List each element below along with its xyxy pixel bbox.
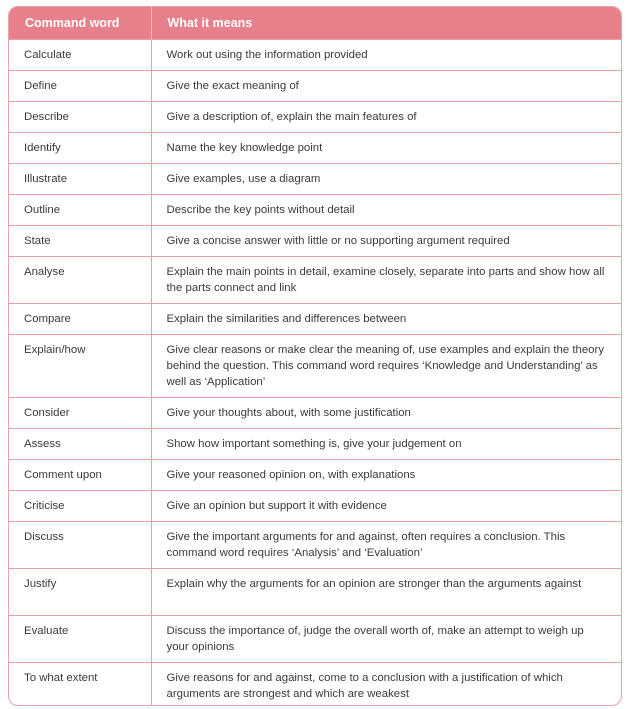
command-word-cell: Explain/how [9,335,151,398]
command-word-cell: Comment upon [9,460,151,491]
command-word-cell: To what extent [9,663,151,707]
table-row [9,491,621,522]
meaning-cell: Give your thoughts about, with some justification [151,398,621,429]
table-row [9,304,621,335]
meaning-cell: Give a description of, explain the main features of [151,102,621,133]
meaning-cell: Explain why the arguments for an opinion are stronger than the arguments against [151,569,621,616]
meaning-cell: Describe the key points without detail [151,195,621,226]
command-words-table [9,7,621,706]
command-word-cell: Illustrate [9,164,151,195]
meaning-cell: Give a concise answer with little or no supporting argument required [151,226,621,257]
command-word-cell: Justify [9,569,151,616]
command-word-cell: Consider [9,398,151,429]
meaning-cell: Give the exact meaning of [151,71,621,102]
table-row [9,195,621,226]
table-row [9,133,621,164]
command-word-cell: Compare [9,304,151,335]
table-row [9,616,621,663]
meaning-cell: Give your reasoned opinion on, with explanations [151,460,621,491]
meaning-cell: Give an opinion but support it with evidence [151,491,621,522]
table-row [9,102,621,133]
table-row [9,40,621,71]
table-row [9,522,621,569]
table-row [9,663,621,707]
meaning-cell: Discuss the importance of, judge the overall worth of, make an attempt to weigh up your opinions [151,616,621,663]
meaning-cell: Give examples, use a diagram [151,164,621,195]
command-word-cell: Define [9,71,151,102]
command-word-cell: Evaluate [9,616,151,663]
meaning-cell: Explain the similarities and differences between [151,304,621,335]
command-word-cell: Discuss [9,522,151,569]
meaning-cell: Work out using the information provided [151,40,621,71]
table-row [9,335,621,398]
command-word-cell: Analyse [9,257,151,304]
meaning-cell: Explain the main points in detail, examine closely, separate into parts and show how all the parts connect and link [151,257,621,304]
table-row [9,226,621,257]
command-word-cell: Describe [9,102,151,133]
table-row [9,164,621,195]
table-row [9,569,621,616]
meaning-cell: Give reasons for and against, come to a conclusion with a justification of which arguments are strongest and which are weakest [151,663,621,707]
table-row [9,460,621,491]
table-header-row [9,7,621,40]
header-what-it-means: What it means [151,7,621,40]
command-word-cell: Calculate [9,40,151,71]
command-word-cell: Assess [9,429,151,460]
table-row [9,71,621,102]
meaning-cell: Give the important arguments for and against, often requires a conclusion. This command word requires ‘Analysis’ and ‘Evaluation’ [151,522,621,569]
command-word-cell: Identify [9,133,151,164]
meaning-cell: Give clear reasons or make clear the meaning of, use examples and explain the theory behind the question. This command word requires ‘Knowledge and Understanding’ as well as ‘Application’ [151,335,621,398]
table-row [9,257,621,304]
header-command-word: Command word [9,7,151,40]
command-words-table-frame [8,6,622,706]
meaning-cell: Show how important something is, give your judgement on [151,429,621,460]
table-row [9,429,621,460]
meaning-cell: Name the key knowledge point [151,133,621,164]
command-word-cell: Criticise [9,491,151,522]
command-word-cell: Outline [9,195,151,226]
table-row [9,398,621,429]
command-word-cell: State [9,226,151,257]
